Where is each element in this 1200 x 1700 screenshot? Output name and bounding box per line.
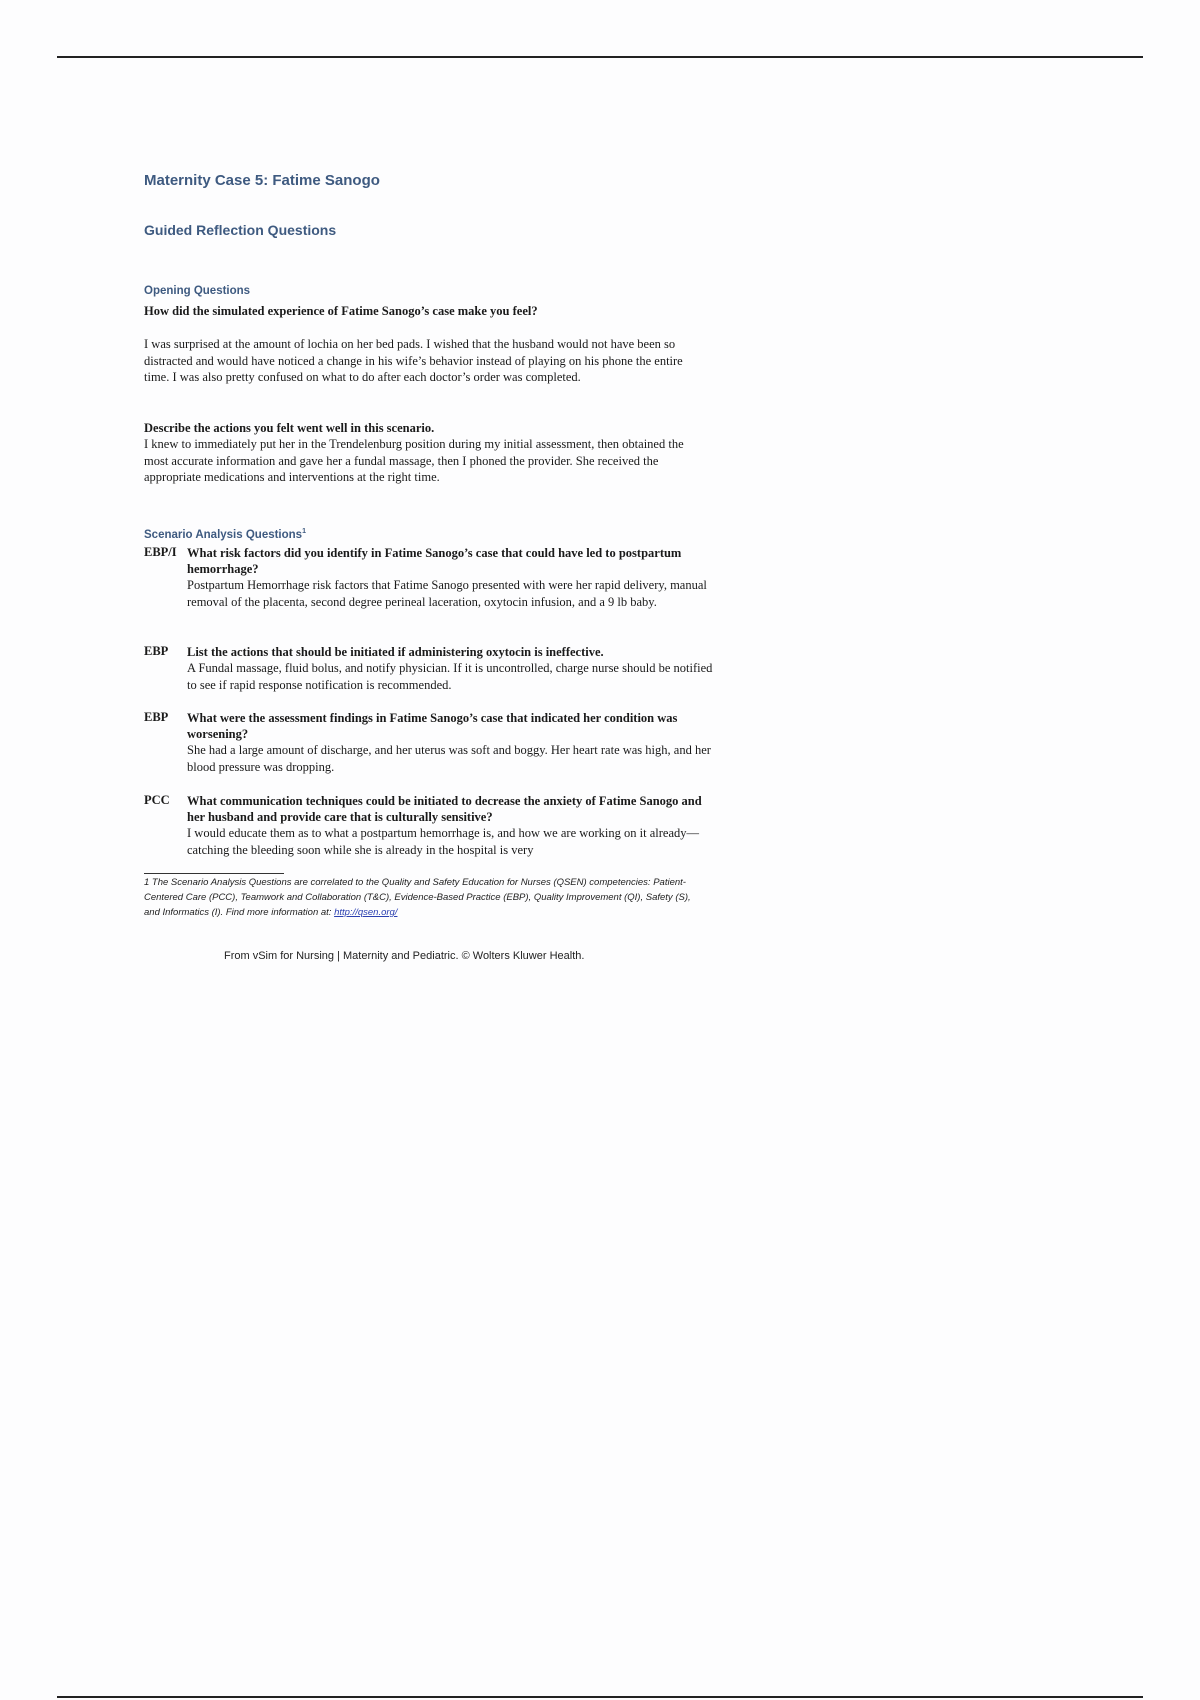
- qsen-link[interactable]: http://qsen.org/: [334, 907, 398, 918]
- footnote-ref: 1: [302, 528, 306, 535]
- scenario-item: [144, 710, 714, 775]
- bottom-rule: [57, 1696, 1143, 1698]
- scenario-item: [144, 644, 714, 693]
- opening-questions-heading: Opening Questions: [144, 285, 251, 297]
- scenario-question: What were the assessment findings in Fatime Sanogo’s case that indicated her condition was worsening?: [187, 711, 678, 741]
- scenario-answer: She had a large amount of discharge, and her uterus was soft and boggy. Her heart rate was high, and her blood pressure was dropping.: [187, 743, 711, 774]
- scenario-item: [144, 793, 714, 858]
- scenario-answer: I would educate them as to what a postpartum hemorrhage is, and how we are working on it already—catching the bleeding soon while she is already in the hospital is very: [187, 826, 699, 857]
- scenario-heading-text: Scenario Analysis Questions: [144, 528, 303, 541]
- opening-answer-2: I knew to immediately put her in the Trendelenburg position during my initial assessment, then obtained the most accurate information and gave her a fundal massage, then I phoned the provider. She received the appropriate medications and interventions at the right time.: [144, 437, 684, 484]
- footnote-separator: [144, 873, 284, 874]
- scenario-answer: Postpartum Hemorrhage risk factors that Fatime Sanogo presented with were her rapid delivery, manual removal of the placenta, second degree perineal laceration, oxytocin infusion, and a 9 lb baby.: [187, 578, 707, 609]
- qsen-code: EBP/I: [144, 545, 177, 559]
- scenario-item: [144, 545, 714, 610]
- footnote: [144, 875, 704, 920]
- opening-question-2: Describe the actions you felt went well in this scenario.: [144, 421, 435, 435]
- scenario-question: List the actions that should be initiated if administering oxytocin is ineffective.: [187, 645, 604, 659]
- scenario-question: What communication techniques could be initiated to decrease the anxiety of Fatime Sanogo and her husband and provide care that is culturally sensitive?: [187, 794, 702, 824]
- scenario-answer: A Fundal massage, fluid bolus, and notify physician. If it is uncontrolled, charge nurse should be notified to see if rapid response notification is recommended.: [187, 661, 713, 692]
- qsen-code: EBP: [144, 644, 169, 658]
- opening-answer-1: I was surprised at the amount of lochia on her bed pads. I wished that the husband would not have been so distracted and would have noticed a change in his wife’s behavior instead of playing on his phone the entire time. I was also pretty confused on what to do after each doctor’s order was completed.: [144, 337, 683, 384]
- footnote-text: 1 The Scenario Analysis Questions are correlated to the Quality and Safety Education for Nurses (QSEN) competencies: Patient-Centered Care (PCC), Teamwork and Collaboration (T&C), Evidence-Based Practice (EBP), Quality Improvement (QI), Safety (S), and Informatics (I). Find more information at:: [144, 877, 691, 918]
- qsen-code: PCC: [144, 793, 170, 807]
- page-footer: From vSim for Nursing | Maternity and Pediatric. © Wolters Kluwer Health.: [224, 950, 585, 962]
- qsen-code: EBP: [144, 710, 169, 724]
- opening-question-1: How did the simulated experience of Fatime Sanogo’s case make you feel?: [144, 304, 538, 318]
- case-title: Maternity Case 5: Fatime Sanogo: [144, 172, 380, 189]
- scenario-analysis-heading: [144, 528, 306, 541]
- subtitle: Guided Reflection Questions: [144, 222, 337, 238]
- top-rule: [57, 56, 1143, 58]
- scenario-question: What risk factors did you identify in Fatime Sanogo’s case that could have led to postpartum hemorrhage?: [187, 546, 682, 576]
